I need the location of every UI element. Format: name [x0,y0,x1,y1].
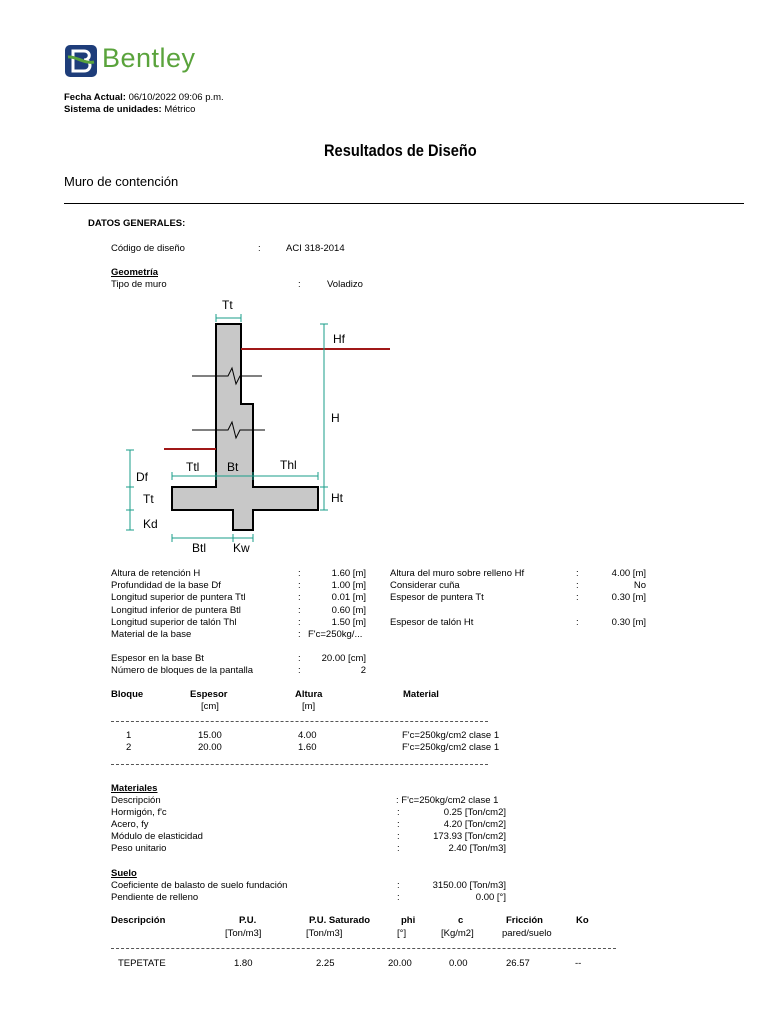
block-cell-altura: 4.00 [298,730,317,741]
param-left-value: F'c=250kg/... [308,629,363,640]
codigo-label: Código de diseño [111,243,185,254]
param-extra-sep: : [298,665,301,677]
sistema-value: Métrico [164,104,196,115]
soil-cell-6: -- [575,958,582,969]
sistema-label: Sistema de unidades: [64,104,162,115]
suelo-label: Pendiente de relleno [111,892,199,904]
param-right-sep: : [576,568,579,579]
label-h: H [331,411,340,425]
block-cell-espesor: 20.00 [198,742,222,754]
brand-name: Bentley [102,43,196,73]
wall-section [172,324,318,530]
blocks-header-bloque: Bloque [111,689,144,700]
blocks-unit-altura: [m] [302,701,316,712]
soil-cell-5: 26.57 [506,958,530,969]
material-value: 0.25 [Ton/cm2] [443,807,506,819]
soil-cell-2: 2.25 [316,958,335,969]
param-right-sep: : [576,580,579,592]
param-extra-value: 20.00 [cm] [321,653,366,664]
label-tt-top: Tt [222,298,233,312]
fecha-label: Fecha Actual: [64,92,126,103]
label-bt: Bt [227,460,239,474]
label-ht: Ht [331,491,343,505]
material-label: Módulo de elasticidad [111,831,203,843]
material-label: Hormigón, f'c [111,807,167,819]
soil-header-1: P.U. [239,915,257,926]
blocks-bottom-rule [111,764,488,765]
sistema-line [64,104,195,115]
wall-diagram [120,292,420,562]
soil-unit-2: [Ton/m3] [306,928,343,939]
param-right-sep: : [576,616,579,628]
param-right-label: Considerar cuña [390,580,460,592]
block-cell-material: F'c=250kg/cm2 clase 1 [402,742,500,754]
param-extra-label: Espesor en la base Bt [111,653,204,664]
suelo-label: Coeficiente de balasto de suelo fundación [111,880,288,891]
section-subtitle: Muro de contención [64,174,179,189]
block-cell-espesor: 15.00 [198,730,222,741]
param-right-label: Espesor de talón Ht [390,616,474,628]
title-rule [64,203,744,204]
param-left-sep: : [298,580,301,592]
geometria-heading: Geometría [111,267,158,278]
soil-table-rule [111,948,616,949]
param-right-label: Espesor de puntera Tt [390,592,484,604]
material-value: 2.40 [Ton/m3] [448,843,506,855]
param-left-sep: : [298,616,301,628]
suelo-value: 3150.00 [Ton/m3] [432,880,506,891]
tipo-value: Voladizo [327,279,363,290]
label-hf: Hf [333,332,345,346]
tipo-label: Tipo de muro [111,279,167,290]
soil-unit-5: pared/suelo [502,928,552,939]
param-left-label: Longitud superior de talón Thl [111,616,237,628]
block-cell-material: F'c=250kg/cm2 clase 1 [402,730,500,741]
param-left-label: Altura de retención H [111,568,201,579]
blocks-top-rule [111,721,488,722]
blocks-header-material: Material [403,689,439,700]
param-extra-value: 2 [360,665,366,677]
fecha-value: 06/10/2022 09:06 p.m. [128,92,224,103]
material-label: Peso unitario [111,843,167,855]
block-cell-bloque: 1 [126,730,132,741]
soil-cell-0: TEPETATE [118,958,166,969]
soil-cell-1: 1.80 [234,958,253,969]
param-left-value: 1.60 [m] [331,568,366,579]
label-btl: Btl [192,541,207,555]
param-left-sep: : [298,568,301,579]
soil-header-6: Ko [576,915,589,926]
material-label: Acero, fy [111,819,149,831]
blocks-header-espesor: Espesor [190,689,228,700]
label-ttl: Ttl [186,460,200,474]
label-df: Df [136,470,148,484]
page-title: Resultados de Diseño [324,141,477,160]
param-left-sep: : [298,604,301,616]
label-kd: Kd [143,517,158,531]
soil-header-2: P.U. Saturado [309,915,371,926]
soil-cell-4: 0.00 [449,958,468,969]
param-right-sep: : [576,592,579,604]
param-left-sep: : [298,629,301,640]
param-left-label: Longitud inferior de puntera Btl [111,604,241,616]
material-value: 173.93 [Ton/cm2] [433,831,506,843]
soil-unit-4: [Kg/m2] [441,928,474,939]
material-sep: : [397,807,400,819]
param-left-label: Material de la base [111,629,192,640]
param-right-value: 0.30 [m] [611,592,646,604]
soil-header-4: c [458,915,464,926]
param-left-label: Longitud superior de puntera Ttl [111,592,246,604]
materiales-heading: Materiales [111,783,158,794]
param-left-value: 1.00 [m] [331,580,366,592]
param-left-value: 1.50 [m] [331,616,366,628]
material-value: 4.20 [Ton/cm2] [443,819,506,831]
datos-generales-heading: DATOS GENERALES: [88,218,186,229]
codigo-value: ACI 318-2014 [286,243,345,254]
param-extra-label: Número de bloques de la pantalla [111,665,254,677]
bentley-b-icon [64,44,98,78]
soil-unit-1: [Ton/m3] [225,928,262,939]
suelo-value: 0.00 [°] [475,892,506,904]
soil-header-0: Descripción [111,915,166,926]
material-label: Descripción [111,795,161,806]
material-sep: : [397,831,400,843]
label-thl: Thl [280,458,297,472]
material-value: : F'c=250kg/cm2 clase 1 [396,795,499,806]
blocks-header-altura: Altura [295,689,323,700]
soil-cell-3: 20.00 [388,958,412,969]
label-tt-base: Tt [143,492,154,506]
fecha-line [64,92,224,103]
suelo-sep: : [397,880,400,891]
param-right-value: No [633,580,646,592]
codigo-sep: : [258,243,261,254]
tipo-sep: : [298,279,301,290]
block-cell-bloque: 2 [126,742,132,754]
label-kw: Kw [233,541,250,555]
block-cell-altura: 1.60 [298,742,317,754]
soil-header-3: phi [401,915,416,926]
param-right-label: Altura del muro sobre relleno Hf [390,568,525,579]
param-right-value: 0.30 [m] [611,616,646,628]
param-right-value: 4.00 [m] [611,568,646,579]
soil-unit-3: [°] [397,928,407,939]
soil-header-5: Fricción [506,915,543,926]
param-left-value: 0.60 [m] [331,604,366,616]
suelo-heading: Suelo [111,868,137,879]
param-extra-sep: : [298,653,301,664]
material-sep: : [397,843,400,855]
param-left-value: 0.01 [m] [331,592,366,604]
material-sep: : [397,819,400,831]
bentley-logo [64,44,224,80]
param-left-label: Profundidad de la base Df [111,580,221,592]
blocks-unit-espesor: [cm] [201,701,219,712]
param-left-sep: : [298,592,301,604]
suelo-sep: : [397,892,400,904]
